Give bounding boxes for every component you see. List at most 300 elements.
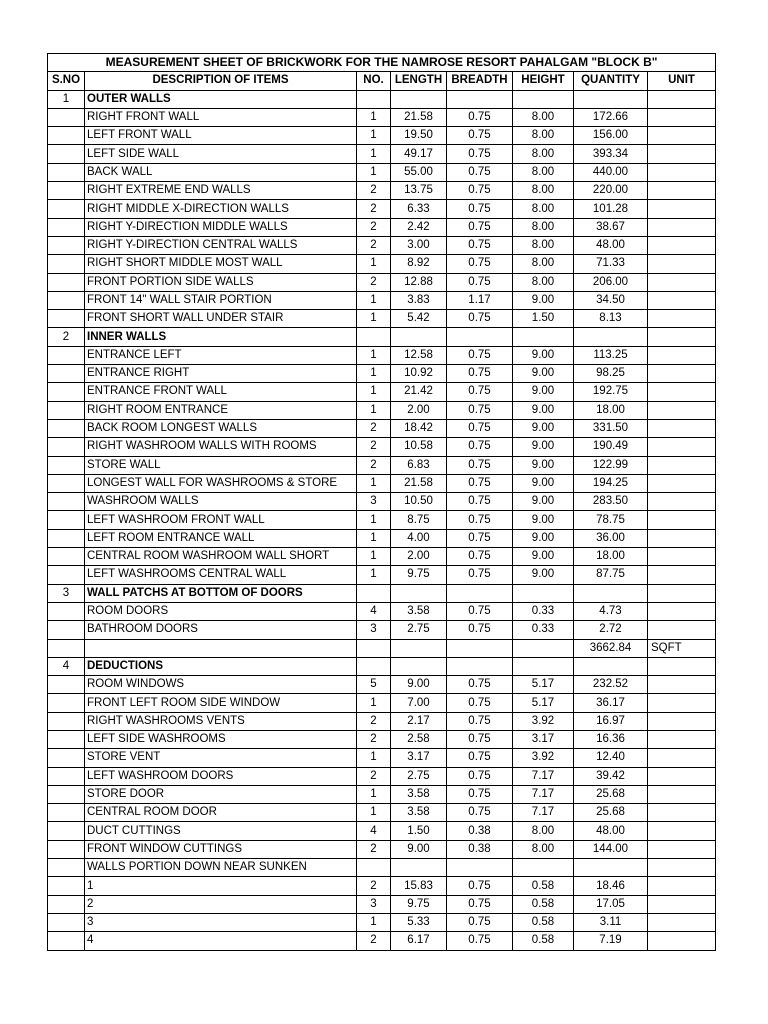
cell-quantity: 78.75: [574, 511, 648, 529]
cell-no: [357, 859, 391, 877]
cell-sno: [48, 255, 85, 273]
table-row: [48, 438, 716, 456]
cell-description: RIGHT Y-DIRECTION MIDDLE WALLS: [85, 218, 357, 236]
cell-no: 5: [357, 676, 391, 694]
cell-length: 6.17: [391, 932, 447, 950]
cell-height: 1.50: [513, 310, 574, 328]
cell-height: 8.00: [513, 163, 574, 181]
cell-height: 9.00: [513, 346, 574, 364]
cell-description: DUCT CUTTINGS: [85, 822, 357, 840]
cell-description: RIGHT WASHROOMS VENTS: [85, 712, 357, 730]
cell-no: 2: [357, 840, 391, 858]
cell-height: 9.00: [513, 548, 574, 566]
cell-unit: [648, 108, 716, 126]
measurement-table: [47, 53, 716, 951]
cell-breadth: 0.75: [447, 877, 513, 895]
cell-quantity: 232.52: [574, 676, 648, 694]
cell-unit: [648, 291, 716, 309]
table-row: [48, 730, 716, 748]
cell-quantity: 34.50: [574, 291, 648, 309]
cell-breadth: [447, 859, 513, 877]
cell-breadth: 0.75: [447, 804, 513, 822]
table-row: [48, 108, 716, 126]
col-header-length: LENGTH: [391, 72, 447, 90]
cell-no: 1: [357, 163, 391, 181]
col-header-height: HEIGHT: [513, 72, 574, 90]
table-row: [48, 767, 716, 785]
cell-height: 5.17: [513, 676, 574, 694]
table-row: [48, 200, 716, 218]
cell-description: WALL PATCHS AT BOTTOM OF DOORS: [85, 584, 357, 602]
cell-length: 3.00: [391, 236, 447, 254]
cell-breadth: 0.75: [447, 365, 513, 383]
cell-length: 2.00: [391, 401, 447, 419]
table-row: [48, 749, 716, 767]
cell-sno: 4: [48, 657, 85, 675]
cell-sno: [48, 676, 85, 694]
table-row: [48, 346, 716, 364]
cell-sno: [48, 785, 85, 803]
cell-no: 4: [357, 822, 391, 840]
cell-breadth: 0.75: [447, 712, 513, 730]
cell-quantity: 4.73: [574, 602, 648, 620]
cell-no: 2: [357, 236, 391, 254]
cell-length: 19.50: [391, 127, 447, 145]
cell-unit: [648, 712, 716, 730]
cell-description: LEFT WASHROOM DOORS: [85, 767, 357, 785]
cell-sno: [48, 273, 85, 291]
cell-unit: [648, 511, 716, 529]
cell-quantity: 144.00: [574, 840, 648, 858]
cell-unit: [648, 895, 716, 913]
cell-description: FRONT WINDOW CUTTINGS: [85, 840, 357, 858]
cell-quantity: 331.50: [574, 419, 648, 437]
cell-sno: [48, 767, 85, 785]
cell-unit: [648, 310, 716, 328]
cell-unit: [648, 804, 716, 822]
cell-length: [391, 90, 447, 108]
cell-unit: [648, 602, 716, 620]
cell-description: STORE DOOR: [85, 785, 357, 803]
cell-length: 4.00: [391, 529, 447, 547]
cell-breadth: 0.75: [447, 346, 513, 364]
cell-no: 1: [357, 365, 391, 383]
cell-length: 6.33: [391, 200, 447, 218]
cell-breadth: 0.75: [447, 767, 513, 785]
cell-unit: [648, 932, 716, 950]
cell-no: [357, 328, 391, 346]
cell-length: 2.00: [391, 548, 447, 566]
cell-description: RIGHT FRONT WALL: [85, 108, 357, 126]
cell-length: 5.33: [391, 913, 447, 931]
cell-height: 9.00: [513, 419, 574, 437]
cell-sno: [48, 804, 85, 822]
cell-sno: [48, 401, 85, 419]
table-row: [48, 859, 716, 877]
cell-description: LEFT FRONT WALL: [85, 127, 357, 145]
cell-no: [357, 584, 391, 602]
cell-no: 2: [357, 218, 391, 236]
cell-quantity: 18.00: [574, 548, 648, 566]
section-row: [48, 657, 716, 675]
cell-height: 8.00: [513, 236, 574, 254]
col-header-description: DESCRIPTION OF ITEMS: [85, 72, 357, 90]
cell-unit: [648, 694, 716, 712]
cell-length: 3.17: [391, 749, 447, 767]
cell-description: LEFT SIDE WALL: [85, 145, 357, 163]
cell-unit: [648, 438, 716, 456]
cell-length: 12.88: [391, 273, 447, 291]
section-row: [48, 328, 716, 346]
cell-description: WALLS PORTION DOWN NEAR SUNKEN: [85, 859, 357, 877]
cell-unit: [648, 621, 716, 639]
cell-no: [357, 639, 391, 657]
cell-quantity: 48.00: [574, 236, 648, 254]
cell-description: BACK ROOM LONGEST WALLS: [85, 419, 357, 437]
cell-sno: [48, 236, 85, 254]
cell-height: 9.00: [513, 365, 574, 383]
cell-unit: [648, 145, 716, 163]
cell-unit: [648, 401, 716, 419]
cell-unit: [648, 365, 716, 383]
cell-quantity: 2.72: [574, 621, 648, 639]
cell-sno: [48, 877, 85, 895]
cell-unit: [648, 730, 716, 748]
cell-quantity: 113.25: [574, 346, 648, 364]
cell-no: 2: [357, 438, 391, 456]
table-row: [48, 676, 716, 694]
cell-unit: [648, 566, 716, 584]
header-row: [48, 72, 716, 90]
cell-length: 2.42: [391, 218, 447, 236]
cell-quantity: 48.00: [574, 822, 648, 840]
cell-height: 0.33: [513, 621, 574, 639]
cell-height: 8.00: [513, 273, 574, 291]
cell-description: RIGHT MIDDLE X-DIRECTION WALLS: [85, 200, 357, 218]
cell-quantity: 156.00: [574, 127, 648, 145]
cell-length: 2.17: [391, 712, 447, 730]
cell-unit: [648, 840, 716, 858]
cell-length: 2.75: [391, 621, 447, 639]
cell-height: [513, 859, 574, 877]
col-header-unit: UNIT: [648, 72, 716, 90]
table-row: [48, 383, 716, 401]
cell-no: 1: [357, 145, 391, 163]
cell-breadth: 0.75: [447, 730, 513, 748]
cell-length: 55.00: [391, 163, 447, 181]
cell-quantity: 7.19: [574, 932, 648, 950]
table-row: [48, 365, 716, 383]
cell-breadth: 0.75: [447, 310, 513, 328]
cell-sno: [48, 822, 85, 840]
cell-sno: [48, 895, 85, 913]
cell-description: BATHROOM DOORS: [85, 621, 357, 639]
cell-quantity: 192.75: [574, 383, 648, 401]
cell-sno: [48, 548, 85, 566]
cell-unit: SQFT: [648, 639, 716, 657]
cell-length: [391, 328, 447, 346]
cell-description: INNER WALLS: [85, 328, 357, 346]
cell-no: 1: [357, 255, 391, 273]
cell-sno: [48, 639, 85, 657]
cell-unit: [648, 548, 716, 566]
cell-length: 12.58: [391, 346, 447, 364]
cell-no: 2: [357, 419, 391, 437]
cell-no: [357, 90, 391, 108]
cell-height: 0.58: [513, 932, 574, 950]
cell-sno: [48, 438, 85, 456]
cell-height: 9.00: [513, 511, 574, 529]
cell-height: 8.00: [513, 108, 574, 126]
cell-description: ROOM DOORS: [85, 602, 357, 620]
sheet-title: MEASUREMENT SHEET OF BRICKWORK FOR THE NAMROSE RESORT PAHALGAM "BLOCK B": [48, 54, 716, 72]
table-row: [48, 840, 716, 858]
cell-sno: [48, 932, 85, 950]
cell-height: 8.00: [513, 182, 574, 200]
cell-height: 0.33: [513, 602, 574, 620]
cell-breadth: 0.75: [447, 932, 513, 950]
cell-no: 1: [357, 566, 391, 584]
cell-breadth: 0.75: [447, 474, 513, 492]
cell-height: 9.00: [513, 456, 574, 474]
cell-quantity: 122.99: [574, 456, 648, 474]
cell-no: 2: [357, 932, 391, 950]
table-row: [48, 602, 716, 620]
table-row: [48, 474, 716, 492]
cell-no: 3: [357, 621, 391, 639]
cell-unit: [648, 822, 716, 840]
cell-height: 8.00: [513, 218, 574, 236]
cell-length: 5.42: [391, 310, 447, 328]
cell-breadth: 0.75: [447, 913, 513, 931]
cell-breadth: 0.75: [447, 785, 513, 803]
cell-breadth: 0.75: [447, 273, 513, 291]
cell-quantity: 206.00: [574, 273, 648, 291]
table-row: [48, 163, 716, 181]
total-row: [48, 639, 716, 657]
cell-description: [85, 639, 357, 657]
cell-description: ENTRANCE LEFT: [85, 346, 357, 364]
cell-description: ENTRANCE FRONT WALL: [85, 383, 357, 401]
cell-unit: [648, 913, 716, 931]
cell-sno: [48, 859, 85, 877]
cell-unit: [648, 877, 716, 895]
cell-sno: [48, 346, 85, 364]
cell-sno: [48, 602, 85, 620]
cell-length: 21.58: [391, 474, 447, 492]
cell-sno: [48, 383, 85, 401]
cell-description: STORE WALL: [85, 456, 357, 474]
cell-description: LEFT WASHROOMS CENTRAL WALL: [85, 566, 357, 584]
cell-length: 2.75: [391, 767, 447, 785]
col-header-breadth: BREADTH: [447, 72, 513, 90]
cell-sno: [48, 474, 85, 492]
cell-quantity: 71.33: [574, 255, 648, 273]
cell-no: 1: [357, 913, 391, 931]
cell-unit: [648, 255, 716, 273]
cell-breadth: [447, 584, 513, 602]
cell-breadth: 1.17: [447, 291, 513, 309]
cell-length: 2.58: [391, 730, 447, 748]
cell-sno: [48, 145, 85, 163]
cell-breadth: 0.75: [447, 694, 513, 712]
cell-length: 1.50: [391, 822, 447, 840]
cell-quantity: 87.75: [574, 566, 648, 584]
cell-description: LEFT WASHROOM FRONT WALL: [85, 511, 357, 529]
cell-description: BACK WALL: [85, 163, 357, 181]
cell-length: [391, 584, 447, 602]
cell-breadth: 0.75: [447, 456, 513, 474]
cell-unit: [648, 676, 716, 694]
cell-height: 3.92: [513, 749, 574, 767]
cell-description: FRONT LEFT ROOM SIDE WINDOW: [85, 694, 357, 712]
col-header-no: NO.: [357, 72, 391, 90]
cell-breadth: 0.75: [447, 621, 513, 639]
cell-sno: [48, 163, 85, 181]
table-row: [48, 182, 716, 200]
cell-sno: 3: [48, 584, 85, 602]
title-row: [48, 54, 716, 72]
cell-description: OUTER WALLS: [85, 90, 357, 108]
cell-sno: [48, 218, 85, 236]
cell-height: [513, 657, 574, 675]
cell-breadth: 0.75: [447, 566, 513, 584]
table-row: [48, 218, 716, 236]
cell-height: 9.00: [513, 438, 574, 456]
cell-breadth: 0.75: [447, 182, 513, 200]
cell-breadth: 0.75: [447, 108, 513, 126]
cell-breadth: 0.38: [447, 840, 513, 858]
cell-unit: [648, 90, 716, 108]
table-row: [48, 273, 716, 291]
cell-quantity: 39.42: [574, 767, 648, 785]
cell-description: RIGHT WASHROOM WALLS WITH ROOMS: [85, 438, 357, 456]
cell-unit: [648, 493, 716, 511]
cell-unit: [648, 236, 716, 254]
cell-quantity: [574, 859, 648, 877]
table-row: [48, 895, 716, 913]
cell-breadth: 0.75: [447, 529, 513, 547]
cell-breadth: [447, 328, 513, 346]
cell-length: 9.75: [391, 895, 447, 913]
cell-unit: [648, 383, 716, 401]
cell-height: 9.00: [513, 291, 574, 309]
cell-description: FRONT SHORT WALL UNDER STAIR: [85, 310, 357, 328]
cell-length: 49.17: [391, 145, 447, 163]
cell-length: 9.00: [391, 676, 447, 694]
cell-quantity: [574, 584, 648, 602]
cell-breadth: 0.75: [447, 493, 513, 511]
cell-height: 7.17: [513, 804, 574, 822]
cell-breadth: 0.75: [447, 145, 513, 163]
cell-sno: [48, 310, 85, 328]
cell-height: 0.58: [513, 877, 574, 895]
cell-description: LONGEST WALL FOR WASHROOMS & STORE: [85, 474, 357, 492]
cell-sno: [48, 127, 85, 145]
cell-sno: [48, 419, 85, 437]
table-row: [48, 127, 716, 145]
cell-quantity: 36.00: [574, 529, 648, 547]
cell-height: 5.17: [513, 694, 574, 712]
cell-quantity: 194.25: [574, 474, 648, 492]
cell-description: STORE VENT: [85, 749, 357, 767]
table-row: [48, 456, 716, 474]
cell-unit: [648, 749, 716, 767]
cell-no: 2: [357, 712, 391, 730]
cell-description: 2: [85, 895, 357, 913]
cell-height: 3.92: [513, 712, 574, 730]
cell-unit: [648, 584, 716, 602]
cell-sno: [48, 712, 85, 730]
cell-description: 1: [85, 877, 357, 895]
table-row: [48, 822, 716, 840]
cell-sno: [48, 511, 85, 529]
cell-breadth: 0.75: [447, 218, 513, 236]
cell-quantity: 3.11: [574, 913, 648, 931]
cell-length: 21.42: [391, 383, 447, 401]
cell-quantity: [574, 657, 648, 675]
cell-length: 6.83: [391, 456, 447, 474]
cell-length: 15.83: [391, 877, 447, 895]
cell-no: 1: [357, 785, 391, 803]
cell-height: 9.00: [513, 529, 574, 547]
cell-height: 8.00: [513, 840, 574, 858]
cell-quantity: 440.00: [574, 163, 648, 181]
cell-no: 1: [357, 548, 391, 566]
cell-sno: [48, 493, 85, 511]
cell-description: DEDUCTIONS: [85, 657, 357, 675]
cell-height: [513, 639, 574, 657]
cell-no: 2: [357, 767, 391, 785]
cell-quantity: 8.13: [574, 310, 648, 328]
cell-no: 2: [357, 456, 391, 474]
cell-no: 1: [357, 127, 391, 145]
cell-length: [391, 657, 447, 675]
cell-height: 8.00: [513, 200, 574, 218]
cell-no: 1: [357, 804, 391, 822]
cell-height: 8.00: [513, 127, 574, 145]
cell-quantity: 98.25: [574, 365, 648, 383]
cell-length: 8.92: [391, 255, 447, 273]
col-header-quantity: QUANTITY: [574, 72, 648, 90]
cell-unit: [648, 419, 716, 437]
cell-quantity: [574, 90, 648, 108]
cell-no: 1: [357, 108, 391, 126]
cell-unit: [648, 346, 716, 364]
cell-no: 2: [357, 877, 391, 895]
table-row: [48, 566, 716, 584]
cell-description: LEFT SIDE WASHROOMS: [85, 730, 357, 748]
cell-sno: [48, 566, 85, 584]
section-row: [48, 584, 716, 602]
measurement-sheet: [47, 53, 715, 951]
cell-description: 3: [85, 913, 357, 931]
cell-no: 2: [357, 182, 391, 200]
cell-unit: [648, 127, 716, 145]
cell-length: [391, 859, 447, 877]
cell-no: 1: [357, 474, 391, 492]
table-row: [48, 511, 716, 529]
cell-no: 1: [357, 310, 391, 328]
cell-quantity: 38.67: [574, 218, 648, 236]
cell-length: 10.92: [391, 365, 447, 383]
cell-length: 3.58: [391, 785, 447, 803]
cell-length: 13.75: [391, 182, 447, 200]
col-header-sno: S.NO: [48, 72, 85, 90]
cell-quantity: 25.68: [574, 785, 648, 803]
cell-unit: [648, 273, 716, 291]
cell-breadth: 0.75: [447, 895, 513, 913]
